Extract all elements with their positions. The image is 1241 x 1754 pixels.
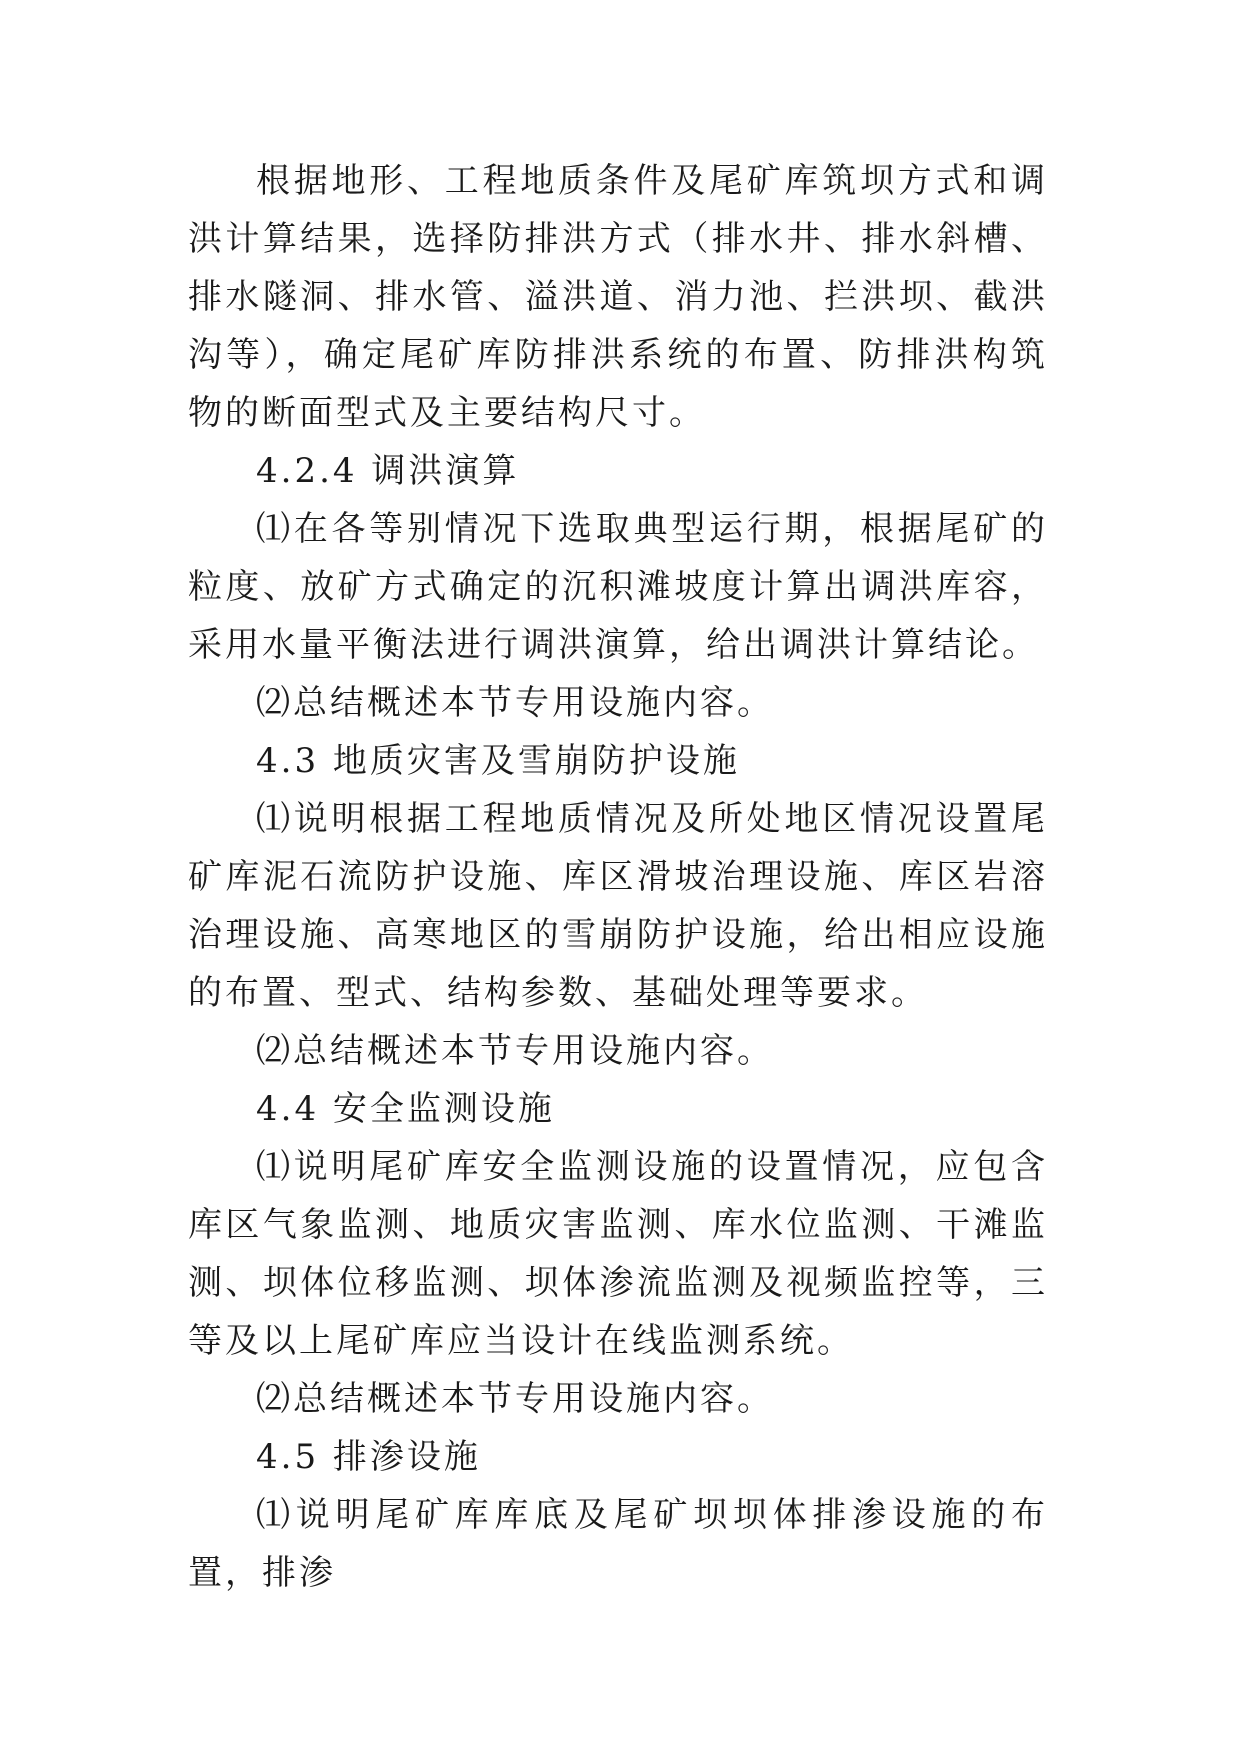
paragraph-summary-4-3: ⑵总结概述本节专用设施内容。	[256, 1031, 774, 1071]
heading-4-3: 4.3 地质灾害及雪崩防护设施	[256, 741, 740, 781]
heading-4-2-4: 4.2.4 调洪演算	[256, 451, 520, 491]
paragraph-geohazard: ⑴说明根据工程地质情况及所处地区情况设置尾矿库泥石流防护设施、库区滑坡治理设施、库区岩溶治理设施、高寒地区的雪崩防护设施，给出相应设施的布置、型式、结构参数、基础处理等要求。	[188, 799, 1048, 1013]
document-body	[188, 152, 1048, 1602]
paragraph-summary-4-2-4: ⑵总结概述本节专用设施内容。	[256, 683, 774, 723]
heading-4-4: 4.4 安全监测设施	[256, 1089, 555, 1129]
paragraph-summary-4-4: ⑵总结概述本节专用设施内容。	[256, 1379, 774, 1419]
paragraph-flood-routing: ⑴在各等别情况下选取典型运行期，根据尾矿的粒度、放矿方式确定的沉积滩坡度计算出调洪库容，采用水量平衡法进行调洪演算，给出调洪计算结论。	[188, 509, 1048, 665]
heading-4-5: 4.5 排渗设施	[256, 1437, 481, 1477]
paragraph-monitoring: ⑴说明尾矿库安全监测设施的设置情况，应包含库区气象监测、地质灾害监测、库水位监测、干滩监测、坝体位移监测、坝体渗流监测及视频监控等，三等及以上尾矿库应当设计在线监测系统。	[188, 1147, 1048, 1361]
paragraph-flood-system: 根据地形、工程地质条件及尾矿库筑坝方式和调洪计算结果，选择防排洪方式（排水井、排水斜槽、排水隧洞、排水管、溢洪道、消力池、拦洪坝、截洪沟等），确定尾矿库防排洪系统的布置、防排洪构筑物的断面型式及主要结构尺寸。	[188, 161, 1048, 433]
paragraph-drainage: ⑴说明尾矿库库底及尾矿坝坝体排渗设施的布置，排渗	[188, 1495, 1048, 1593]
